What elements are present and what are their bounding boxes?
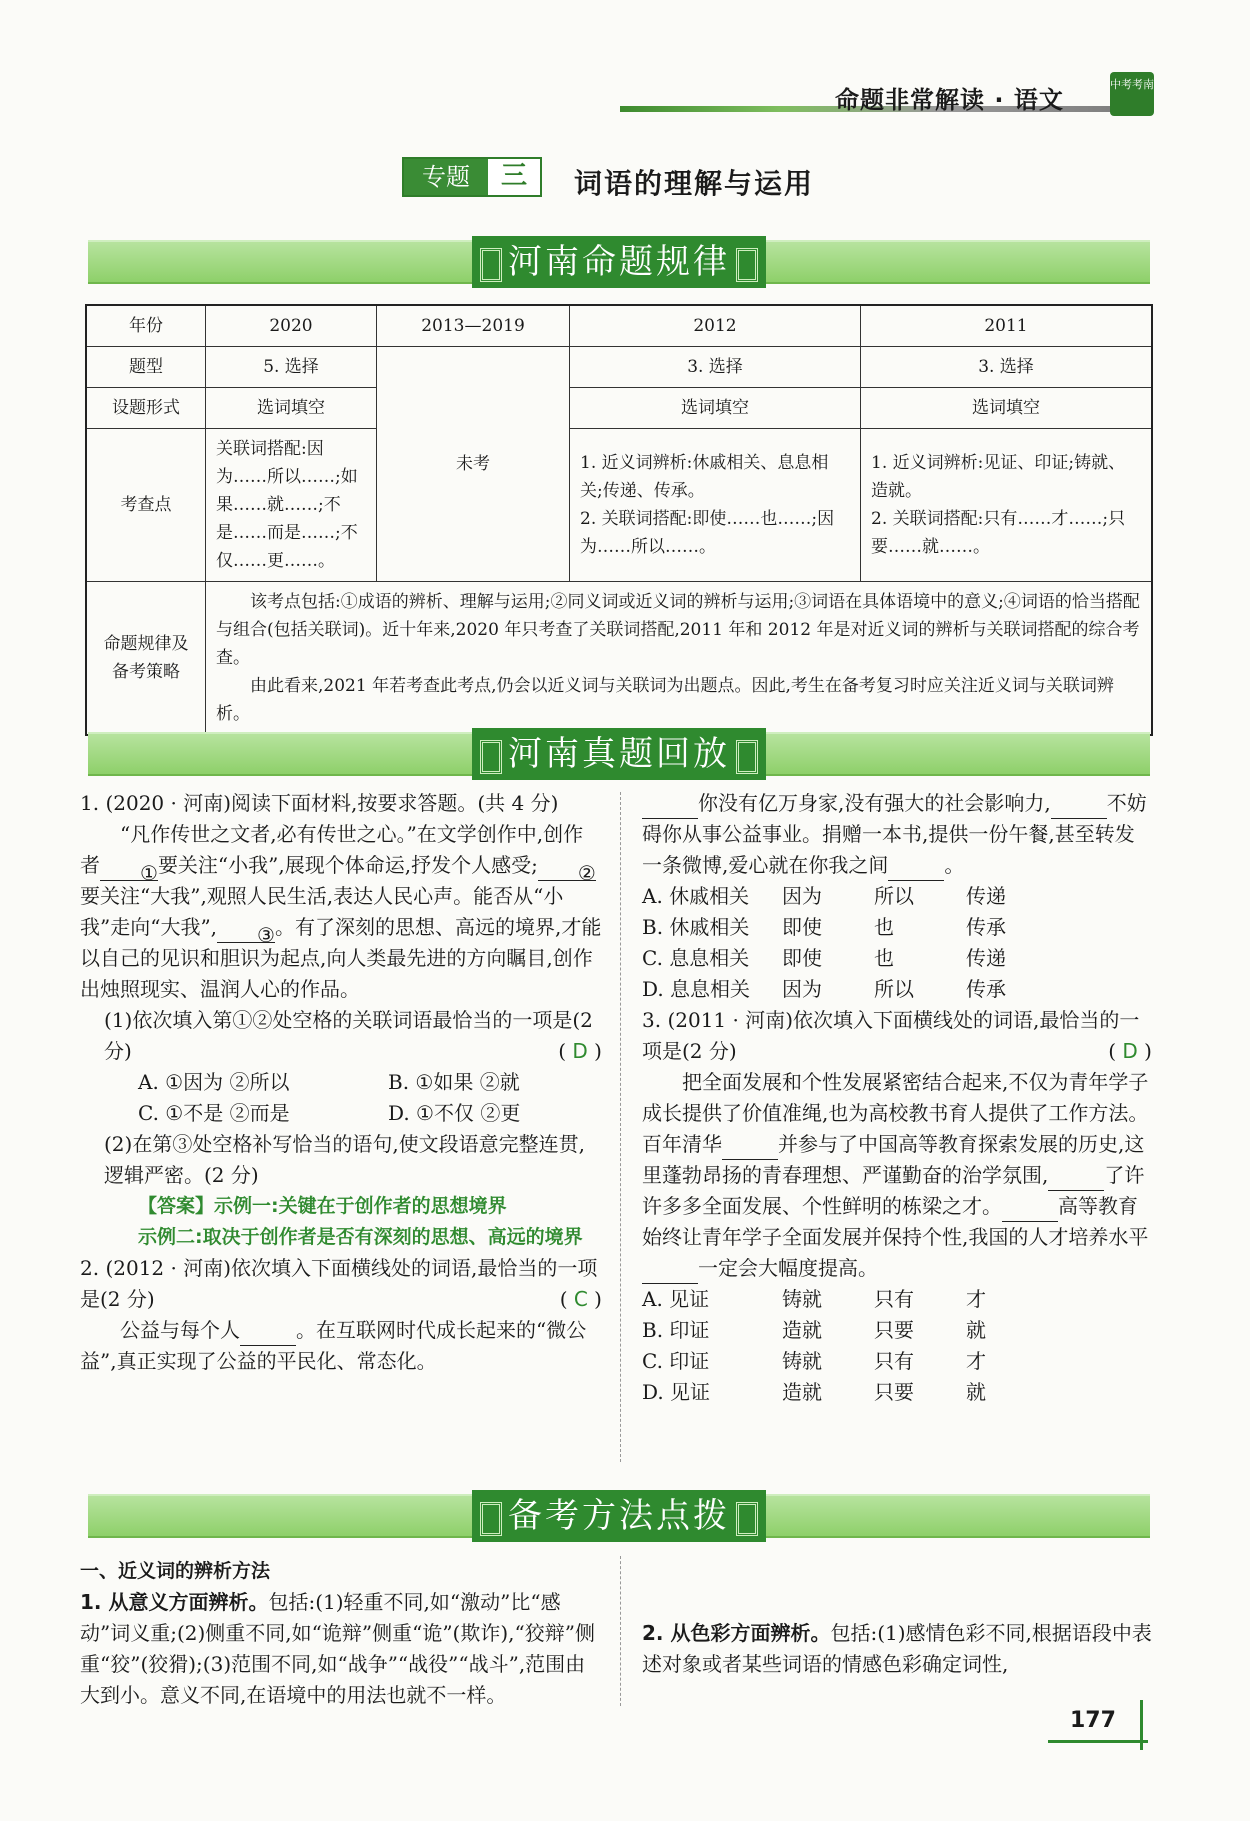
table-row [86,347,1152,388]
option-cell: 就 [966,1318,986,1342]
blank [722,1137,778,1160]
cell: 选词填空 [861,388,1153,429]
blank [1048,1168,1104,1191]
option-row [80,1098,602,1129]
column-divider [620,1556,621,1706]
strategy-paragraph: 该考点包括:①成语的辨析、理解与运用;②同义词或近义词的辨析与运用;③词语在具体语境中的意义;④词语的恰当搭配与组合(包括关联词)。近十年来,2020 年只考查了关联词搭配,2011 年和 2012 年是对近义词的辨析与关联词搭配的综合考查。 [216,592,1140,668]
option-cell: A. 见证 [642,1287,710,1311]
cell-label: 年份 [86,305,206,347]
option: C. ①不是 ②而是 [138,1101,290,1125]
text: 3. (2011 · 河南)依次填入下面横线处的词语,最恰当的一项是(2 分) [642,1008,1140,1063]
text: 。 [944,853,965,877]
option-row [642,1315,1152,1346]
text: 你没有亿万身家,没有强大的社会影响力, [698,791,1051,815]
question-1-head: 1. (2020 · 河南)阅读下面材料,按要求答题。(共 4 分) [80,791,559,815]
question-2-options [642,881,1152,1005]
method-title: 1. 从意义方面辨析。 [80,1590,269,1614]
answer-letter: D [572,1039,588,1063]
cell-line: 1. 近义词辨析:休戚相关、息息相关;传递、传承。 [580,453,829,501]
option-cell: 传递 [966,884,1006,908]
section-banner-review [88,732,1150,776]
method-title: 2. 从色彩方面辨析。 [642,1621,831,1645]
option-cell: B. 印证 [642,1318,710,1342]
text: 了许许多多全面发展、个性鲜明的栋梁之才。 [642,1163,1145,1218]
blank [240,1323,296,1346]
text: 不妨碍你从事公益事业。捐赠一本书,提供一份午餐,甚至转发一条微博,爱心就在你我之间 [642,791,1147,877]
option-cell: 铸就 [782,1287,822,1311]
page-number-rule [1048,1740,1148,1743]
cell-line: 2. 关联词搭配:即使……也……;因为……所以……。 [580,509,835,557]
option: A. ①因为 ②所以 [138,1070,290,1094]
question-3-options [642,1284,1152,1408]
option-row [642,912,1152,943]
rules-table [85,304,1153,736]
text: 2. (2012 · 河南)依次填入下面横线处的词语,最恰当的一项是(2 分) [80,1256,598,1311]
cell: 2012 [570,305,861,347]
topic-title: 词语的理解与运用 [574,167,815,200]
option-row [642,1346,1152,1377]
topic-number: 三 [488,159,540,195]
cell-label: 命题规律及备考策略 [86,582,206,736]
option-cell: D. 见证 [642,1380,711,1404]
left-column [80,788,602,1377]
blank [642,796,698,819]
table-row [86,582,1152,736]
right-column [642,788,1152,1408]
option-cell: 铸就 [782,1349,822,1373]
table-row [86,388,1152,429]
blank [1051,796,1107,819]
option-row [642,1377,1152,1408]
table-row [86,305,1152,347]
answer-text: 示例二:取决于创作者是否有深刻的思想、高远的境界 [138,1226,583,1248]
method-left [80,1556,602,1711]
cell [570,429,861,582]
blank [642,1261,698,1284]
option-cell: 也 [874,946,894,970]
cell: 2013—2019 [377,305,570,347]
option-cell: 传承 [966,977,1006,1001]
option-cell: 只要 [874,1318,914,1342]
answer-bracket: ( C ) [559,1287,602,1311]
option: D. ①不仅 ②更 [388,1101,521,1125]
question-3-passage [642,1067,1152,1284]
cell: 2020 [206,305,377,347]
option-cell: 就 [966,1380,986,1404]
blank-1: ① [100,858,158,881]
blank [1002,1199,1058,1222]
text: 要关注“小我”,展现个体命运,抒发个人感受; [157,853,538,877]
answer-letter: C [573,1287,588,1311]
cell [206,582,1153,736]
option-cell: 即使 [782,946,822,970]
column-divider [620,792,621,1462]
option-row [642,1284,1152,1315]
cell-not-tested: 未考 [377,347,570,582]
cell: 关联词搭配:因为……所以……;如果……就……;不是……而是……;不仅……更……。 [206,429,377,582]
text: (1)依次填入第①②处空格的关联词语最恰当的一项是(2 分) [104,1008,593,1063]
text: 一定会大幅度提高。 [698,1256,878,1280]
banner-title: 河南命题规律 [472,236,766,288]
cell-label: 设题形式 [86,388,206,429]
page-number-bar [1140,1700,1143,1750]
method-1 [80,1587,602,1711]
text: 并参与了中国高等教育探索发展的历史,这里蓬勃昂扬的青春理想、严谨勤奋的治学氛围, [642,1132,1145,1187]
option-cell: 传递 [966,946,1006,970]
banner-title: 河南真题回放 [472,728,766,780]
option-cell: 所以 [874,977,914,1001]
option-row [642,974,1152,1005]
question-2-passage [80,1315,602,1377]
question-2-head [80,1253,602,1315]
option-cell: 才 [966,1287,986,1311]
blank [888,858,944,881]
cell: 选词填空 [206,388,377,429]
banner-title: 备考方法点拨 [472,1490,766,1542]
option-cell: 因为 [782,884,822,908]
option-cell: 因为 [782,977,822,1001]
topic-tag [402,157,542,197]
option-cell: C. 息息相关 [642,946,750,970]
method-1-cont [642,1556,1152,1618]
option-cell: 造就 [782,1318,822,1342]
option-cell: D. 息息相关 [642,977,751,1001]
answer-bracket: ( D ) [558,1039,602,1063]
option-cell: 传承 [966,915,1006,939]
cell: 3. 选择 [570,347,861,388]
option-cell: A. 休戚相关 [642,884,750,908]
option-row [642,881,1152,912]
option-cell: 所以 [874,884,914,908]
cell-label: 考查点 [86,429,206,582]
blank-3: ③ [217,920,275,943]
question-1-sub1 [80,1005,602,1067]
option-cell: C. 印证 [642,1349,710,1373]
cell-line: 2. 关联词搭配:只有……才……;只要……就……。 [871,509,1126,557]
option-row [642,943,1152,974]
option-cell: 造就 [782,1380,822,1404]
option-cell: 只有 [874,1287,914,1311]
option-row [80,1067,602,1098]
method-heading: 一、近义词的辨析方法 [80,1560,271,1582]
answer-bracket: ( D ) [1108,1039,1152,1063]
topic-label: 专题 [404,159,488,195]
text: 要关注“大我”,观照人民生活,表达人民心声。能否从“小我”走向“大我”, [80,884,564,939]
blank-2: ② [538,858,596,881]
option-cell: 只要 [874,1380,914,1404]
text: 。有了深刻的思想、高远的境界,才能以自己的见识和胆识为起点,向人类最先进的方向瞩目,创作出烛照现实、温润人心的作品。 [80,915,602,1001]
section-banner-rules [88,240,1150,284]
strategy-paragraph: 由此看来,2021 年若考查此考点,仍会以近义词与关联词为出题点。因此,考生在备考复习时应关注近义词与关联词辨析。 [216,676,1114,724]
question-2-passage-cont [642,788,1152,881]
section-banner-method [88,1494,1150,1538]
method-text: 包括:(1)感情色彩不同,根据语段中表述对象或者某些词语的情感色彩确定词性, [642,1621,1152,1676]
text: 把全面发展和个性发展紧密结合起来,不仅为青年学子成长提供了价值准绳,也为高校教书育人提供了工作方法。百年清华 [642,1070,1149,1156]
method-right [642,1556,1152,1680]
method-text: 包括:(1)轻重不同,如“激动”比“感动”词义重;(2)侧重不同,如“诡辩”侧重“诡”(欺诈),“狡辩”侧重“狡”(狡猾);(3)范围不同,如“战争”“战役”“战斗”,范围由大到小。意义不同,在语境中的用法也就不一样。 [80,1590,595,1707]
cell [861,429,1153,582]
logo-badge: 中考考南 [1110,72,1154,116]
table-row [86,429,1152,582]
option: B. ①如果 ②就 [388,1070,520,1094]
option-cell: 即使 [782,915,822,939]
cell-line: 1. 近义词辨析:见证、印证;铸就、造就。 [871,453,1126,501]
option-cell: 才 [966,1349,986,1373]
cell: 5. 选择 [206,347,377,388]
book-title: 命题非常解读 · 语文 [835,86,1064,114]
question-1-passage [80,819,602,1005]
answer-block [80,1191,602,1253]
page-number: 177 [1070,1708,1116,1733]
text: “凡作传世之文者,必有传世之心。”在文学创作中,创作者 [80,822,584,877]
option-cell: B. 休戚相关 [642,915,750,939]
cell-label: 题型 [86,347,206,388]
text: 高等教育始终让青年学子全面发展并保持个性,我国的人才培养水平 [642,1194,1149,1249]
cell: 选词填空 [570,388,861,429]
answer-label: 【答案】 [138,1195,215,1217]
method-2 [642,1618,1152,1680]
question-1-sub2: (2)在第③处空格补写恰当的语句,使文段语意完整连贯,逻辑严密。(2 分) [104,1132,586,1187]
text: 。在互联网时代成长起来的“微公益”,真正实现了公益的平民化、常态化。 [80,1318,587,1373]
option-cell: 只有 [874,1349,914,1373]
question-3-head [642,1005,1152,1067]
cell: 3. 选择 [861,347,1153,388]
answer-text: 示例一:关键在于创作者的思想境界 [214,1195,507,1217]
option-cell: 也 [874,915,894,939]
answer-letter: D [1122,1039,1138,1063]
cell: 2011 [861,305,1153,347]
text: 公益与每个人 [120,1318,240,1342]
